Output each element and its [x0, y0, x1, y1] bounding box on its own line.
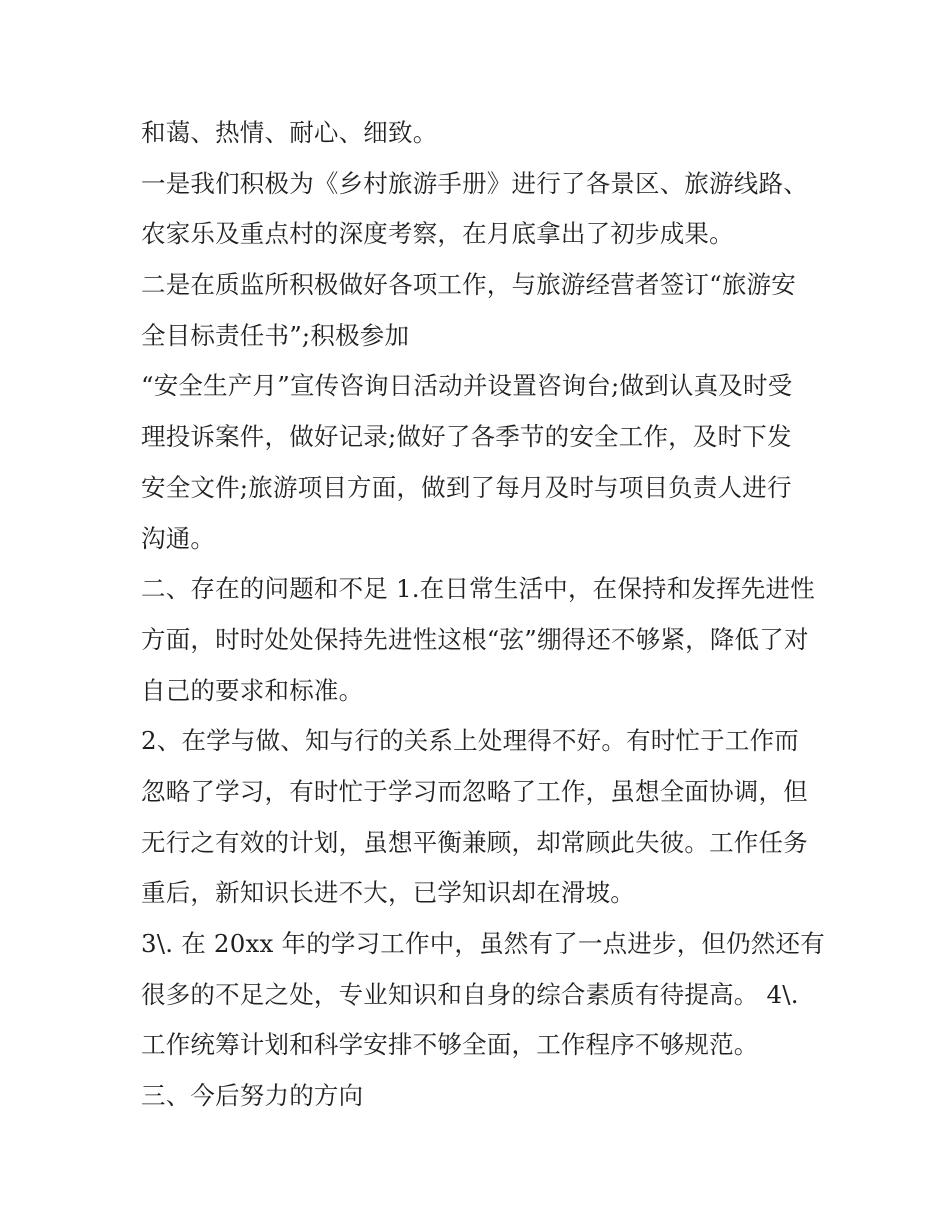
text-line: 理投诉案件，做好记录;做好了各季节的安全工作，及时下发: [141, 422, 792, 452]
text-line: 二是在质监所积极做好各项工作，与旅游经营者签订“旅游安: [141, 270, 796, 300]
text-line: 一是我们积极为《乡村旅游手册》进行了各景区、旅游线路、: [141, 168, 808, 198]
text-line: 重后，新知识长进不大，已学知识却在滑坡。: [141, 878, 635, 908]
section-heading-future-direction: 三、今后努力的方向: [141, 1081, 364, 1111]
document-body: [141, 108, 831, 1122]
text-line: 无行之有效的计划，虽想平衡兼顾，却常顾此失彼。工作任务: [141, 827, 808, 857]
text-line: “安全生产月”宣传咨询日活动并设置咨询台;做到认真及时受: [141, 371, 793, 401]
text-line: 方面，时时处处保持先进性这根“弦”绷得还不够紧，降低了对: [141, 624, 809, 654]
text-line: 工作统筹计划和科学安排不够全面，工作程序不够规范。: [141, 1030, 759, 1060]
text-line: 安全文件;旅游项目方面，做到了每月及时与项目负责人进行: [141, 472, 792, 502]
text-line: 和蔼、热情、耐心、细致。: [141, 118, 438, 147]
text-line: 很多的不足之处，专业知识和自身的综合素质有待提高。 4\.: [141, 979, 799, 1009]
section-heading-problems: 二、存在的问题和不足 1.在日常生活中，在保持和发挥先进性: [141, 574, 815, 604]
text-line: 3\. 在 20xx 年的学习工作中，虽然有了一点进步，但仍然还有: [141, 929, 825, 958]
text-line: 2、在学与做、知与行的关系上处理得不好。有时忙于工作而: [141, 726, 799, 756]
text-line: 农家乐及重点村的深度考察，在月底拿出了初步成果。: [141, 219, 734, 249]
text-line: 忽略了学习，有时忙于学习而忽略了工作，虽想全面协调，但: [141, 776, 808, 806]
text-line: 自己的要求和标准。: [141, 675, 364, 705]
text-line: 沟通。: [141, 523, 216, 553]
text-line: 全目标责任书”;积极参加: [141, 320, 410, 350]
